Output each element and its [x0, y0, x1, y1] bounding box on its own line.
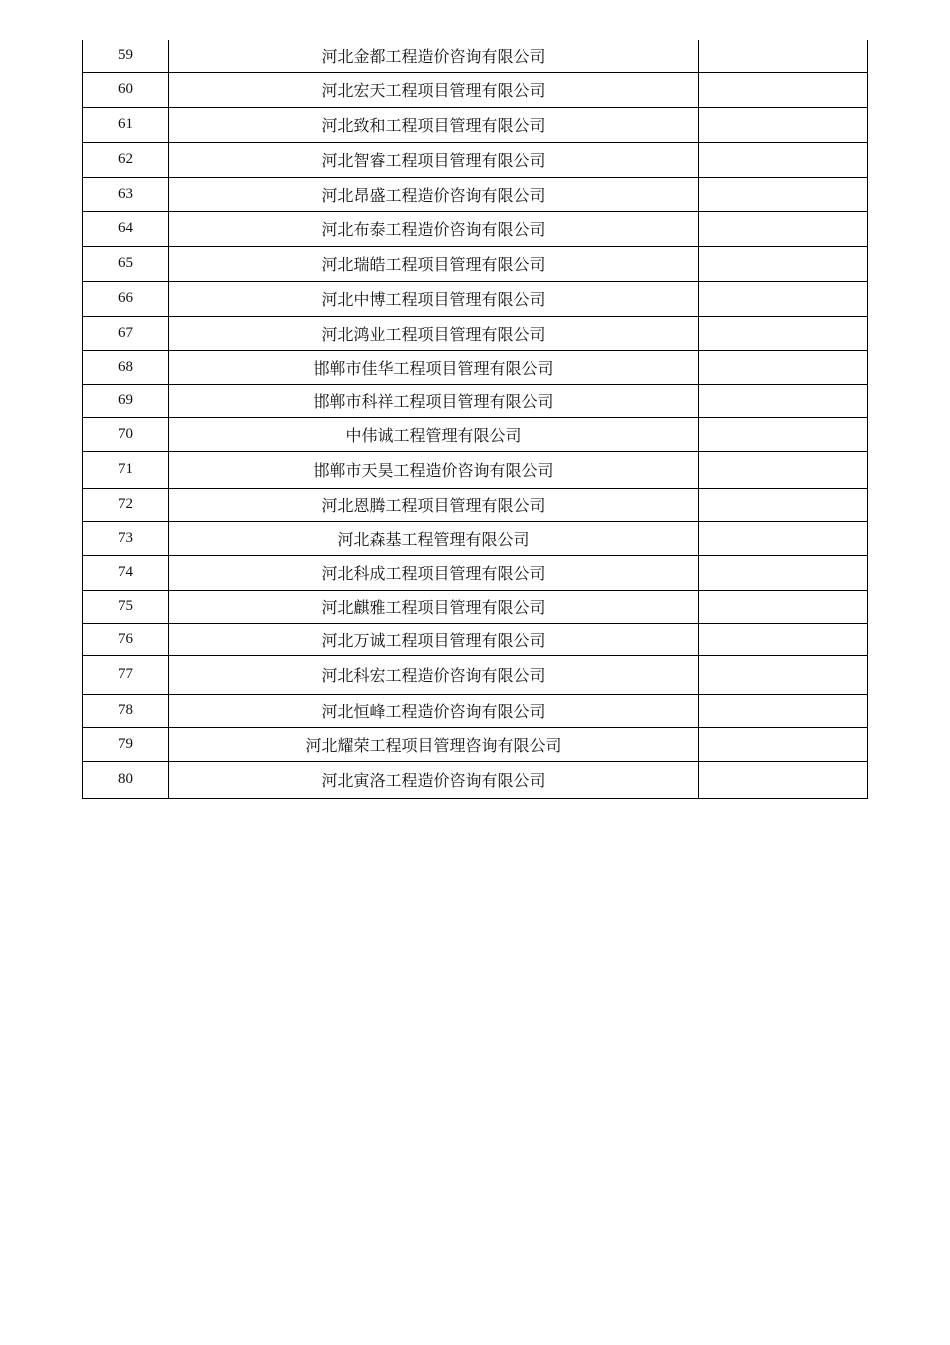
note-cell [699, 72, 868, 107]
company-name-cell: 河北鸿业工程项目管理有限公司 [169, 316, 699, 350]
note-cell [699, 211, 868, 246]
table-body [83, 40, 868, 798]
table-row [83, 451, 868, 488]
table-row [83, 488, 868, 521]
table-row [83, 350, 868, 384]
row-number-cell: 71 [83, 451, 169, 488]
note-cell [699, 350, 868, 384]
company-name-cell: 河北科成工程项目管理有限公司 [169, 555, 699, 590]
row-number-cell: 63 [83, 177, 169, 211]
row-number-cell: 70 [83, 417, 169, 451]
table-row [83, 316, 868, 350]
row-number-cell: 80 [83, 761, 169, 798]
company-name-cell: 河北中博工程项目管理有限公司 [169, 281, 699, 316]
company-name-cell: 河北麒雅工程项目管理有限公司 [169, 590, 699, 623]
note-cell [699, 316, 868, 350]
table-row [83, 211, 868, 246]
company-name-cell: 中伟诚工程管理有限公司 [169, 417, 699, 451]
note-cell [699, 694, 868, 727]
row-number-cell: 79 [83, 727, 169, 761]
company-name-cell: 河北森基工程管理有限公司 [169, 521, 699, 555]
table-row [83, 246, 868, 281]
note-cell [699, 623, 868, 655]
note-cell [699, 177, 868, 211]
table-row [83, 177, 868, 211]
row-number-cell: 64 [83, 211, 169, 246]
row-number-cell: 65 [83, 246, 169, 281]
table-row [83, 281, 868, 316]
note-cell [699, 384, 868, 417]
table-row [83, 590, 868, 623]
company-name-cell: 河北恒峰工程造价咨询有限公司 [169, 694, 699, 727]
company-name-cell: 邯郸市科祥工程项目管理有限公司 [169, 384, 699, 417]
row-number-cell: 74 [83, 555, 169, 590]
company-name-cell: 河北寅洛工程造价咨询有限公司 [169, 761, 699, 798]
row-number-cell: 59 [83, 40, 169, 72]
company-list-table [82, 40, 868, 799]
note-cell [699, 590, 868, 623]
row-number-cell: 73 [83, 521, 169, 555]
note-cell [699, 142, 868, 177]
table-row [83, 761, 868, 798]
note-cell [699, 761, 868, 798]
row-number-cell: 66 [83, 281, 169, 316]
note-cell [699, 40, 868, 72]
table-row [83, 384, 868, 417]
row-number-cell: 78 [83, 694, 169, 727]
note-cell [699, 107, 868, 142]
table-row [83, 40, 868, 72]
table-row [83, 142, 868, 177]
row-number-cell: 76 [83, 623, 169, 655]
table-row [83, 623, 868, 655]
row-number-cell: 67 [83, 316, 169, 350]
note-cell [699, 451, 868, 488]
row-number-cell: 77 [83, 655, 169, 694]
company-name-cell: 河北宏天工程项目管理有限公司 [169, 72, 699, 107]
row-number-cell: 68 [83, 350, 169, 384]
company-name-cell: 邯郸市佳华工程项目管理有限公司 [169, 350, 699, 384]
company-name-cell: 河北恩腾工程项目管理有限公司 [169, 488, 699, 521]
company-name-cell: 河北科宏工程造价咨询有限公司 [169, 655, 699, 694]
company-name-cell: 河北金都工程造价咨询有限公司 [169, 40, 699, 72]
row-number-cell: 69 [83, 384, 169, 417]
row-number-cell: 72 [83, 488, 169, 521]
company-name-cell: 河北致和工程项目管理有限公司 [169, 107, 699, 142]
company-name-cell: 河北智睿工程项目管理有限公司 [169, 142, 699, 177]
row-number-cell: 61 [83, 107, 169, 142]
table-row [83, 417, 868, 451]
company-name-cell: 河北万诚工程项目管理有限公司 [169, 623, 699, 655]
row-number-cell: 60 [83, 72, 169, 107]
table-row [83, 555, 868, 590]
note-cell [699, 521, 868, 555]
company-name-cell: 河北瑞皓工程项目管理有限公司 [169, 246, 699, 281]
table-row [83, 727, 868, 761]
table-row [83, 694, 868, 727]
company-name-cell: 邯郸市天昊工程造价咨询有限公司 [169, 451, 699, 488]
note-cell [699, 488, 868, 521]
table-row [83, 655, 868, 694]
company-name-cell: 河北耀荣工程项目管理咨询有限公司 [169, 727, 699, 761]
note-cell [699, 281, 868, 316]
table-row [83, 107, 868, 142]
note-cell [699, 246, 868, 281]
note-cell [699, 417, 868, 451]
note-cell [699, 727, 868, 761]
table-row [83, 521, 868, 555]
note-cell [699, 555, 868, 590]
company-name-cell: 河北布泰工程造价咨询有限公司 [169, 211, 699, 246]
row-number-cell: 62 [83, 142, 169, 177]
note-cell [699, 655, 868, 694]
table-row [83, 72, 868, 107]
row-number-cell: 75 [83, 590, 169, 623]
company-name-cell: 河北昂盛工程造价咨询有限公司 [169, 177, 699, 211]
